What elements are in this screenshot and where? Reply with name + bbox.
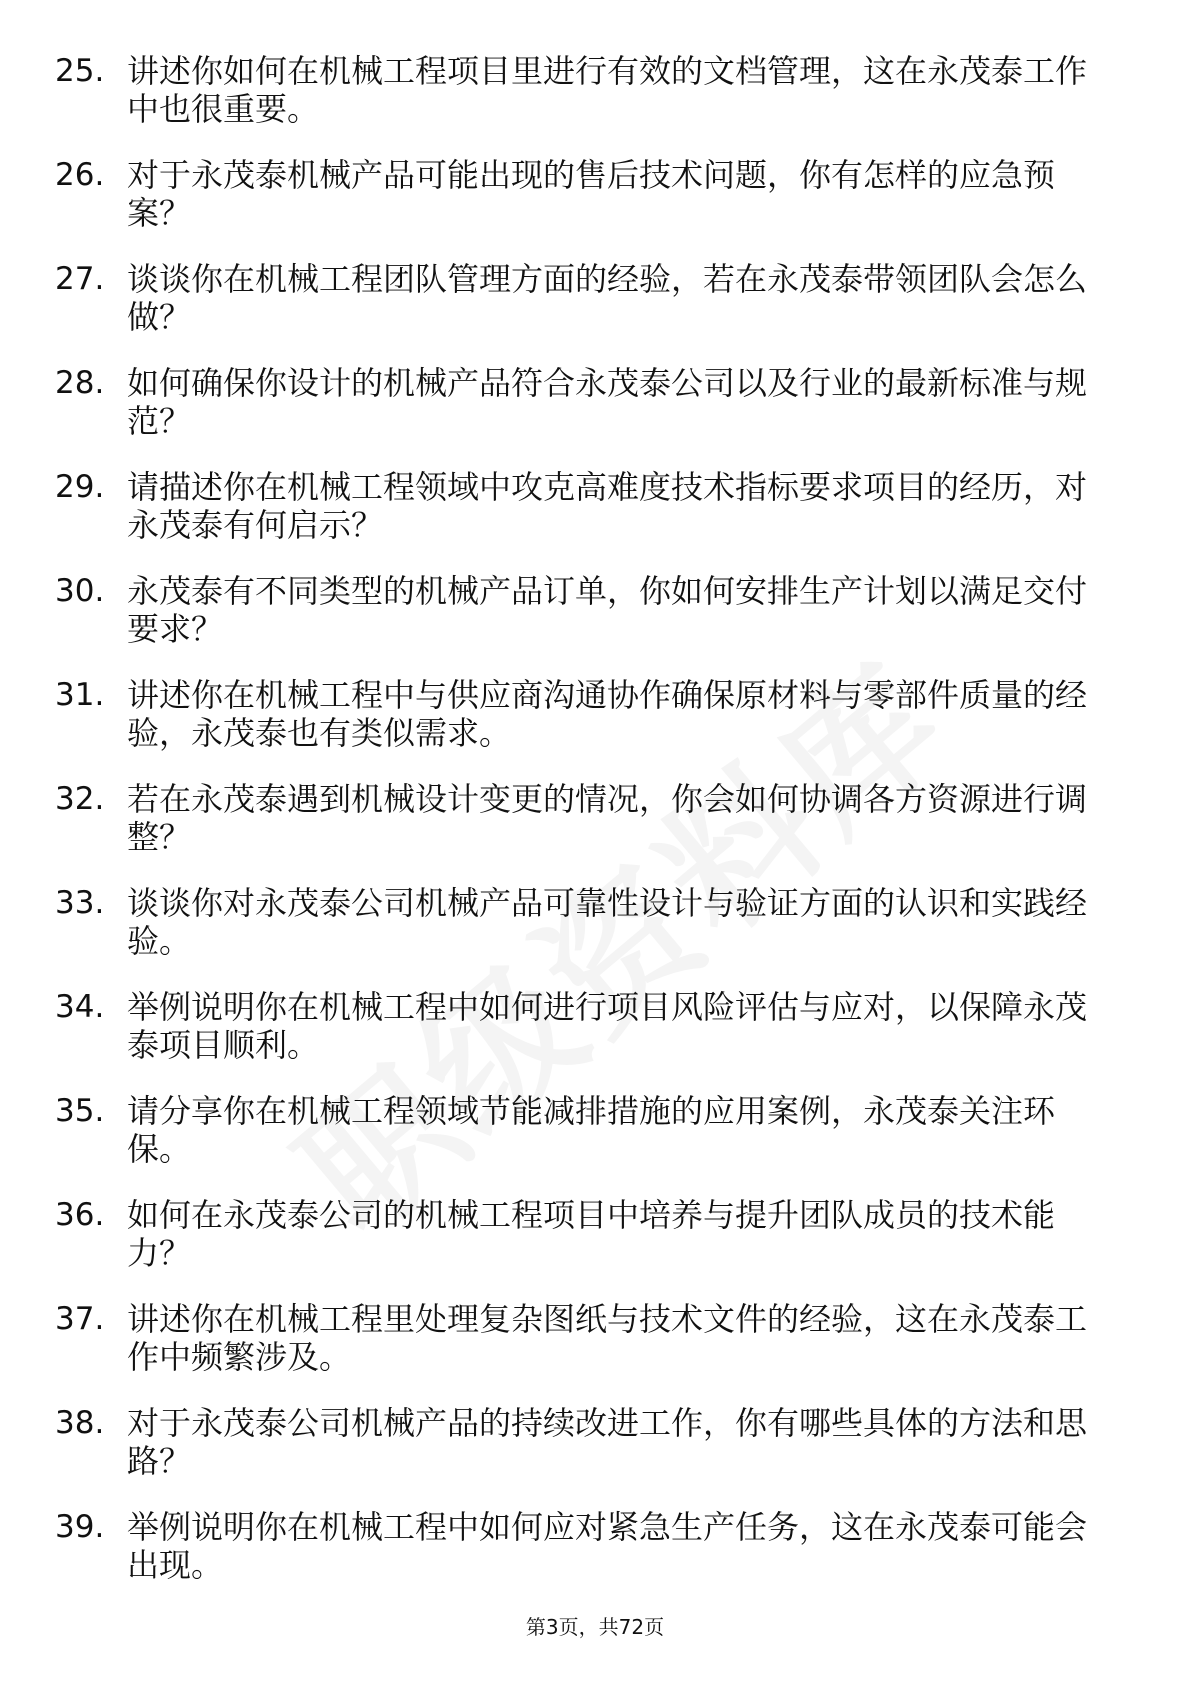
page-number-label: 第3页，共72页 (525, 1615, 665, 1639)
question-number: 34. (55, 989, 105, 1025)
question-number: 32. (55, 781, 105, 817)
question-number: 25. (55, 53, 105, 89)
question-text: 举例说明你在机械工程中如何应对紧急生产任务，这在永茂泰可能会出现。 (127, 1508, 1088, 1584)
question-item (0, 988, 1190, 1092)
question-item (0, 260, 1190, 364)
question-item (0, 156, 1190, 260)
question-number: 31. (55, 677, 105, 713)
question-text: 讲述你在机械工程里处理复杂图纸与技术文件的经验，这在永茂泰工作中频繁涉及。 (127, 1300, 1088, 1376)
question-number: 27. (55, 261, 105, 297)
question-item (0, 1092, 1190, 1196)
question-number: 26. (55, 157, 105, 193)
question-number: 38. (55, 1405, 105, 1441)
question-item (0, 676, 1190, 780)
page-footer (0, 1614, 1190, 1640)
question-number: 30. (55, 573, 105, 609)
question-text: 若在永茂泰遇到机械设计变更的情况，你会如何协调各方资源进行调整？ (127, 780, 1088, 856)
question-item (0, 364, 1190, 468)
question-text: 谈谈你在机械工程团队管理方面的经验，若在永茂泰带领团队会怎么做？ (127, 260, 1088, 336)
question-item (0, 780, 1190, 884)
question-number: 29. (55, 469, 105, 505)
question-number: 28. (55, 365, 105, 401)
question-list (0, 52, 1190, 1612)
question-text: 讲述你如何在机械工程项目里进行有效的文档管理，这在永茂泰工作中也很重要。 (127, 52, 1088, 128)
question-item (0, 1196, 1190, 1300)
question-item (0, 572, 1190, 676)
question-number: 39. (55, 1509, 105, 1545)
question-number: 33. (55, 885, 105, 921)
question-text: 请描述你在机械工程领域中攻克高难度技术指标要求项目的经历，对永茂泰有何启示？ (127, 468, 1088, 544)
question-text: 对于永茂泰机械产品可能出现的售后技术问题，你有怎样的应急预案？ (127, 156, 1056, 232)
question-number: 36. (55, 1197, 105, 1233)
question-text: 对于永茂泰公司机械产品的持续改进工作，你有哪些具体的方法和思路？ (127, 1404, 1088, 1480)
question-item (0, 468, 1190, 572)
question-text: 永茂泰有不同类型的机械产品订单，你如何安排生产计划以满足交付要求？ (127, 572, 1088, 648)
question-item (0, 52, 1190, 156)
question-text: 举例说明你在机械工程中如何进行项目风险评估与应对，以保障永茂泰项目顺利。 (127, 988, 1088, 1064)
question-number: 35. (55, 1093, 105, 1129)
question-number: 37. (55, 1301, 105, 1337)
question-text: 请分享你在机械工程领域节能减排措施的应用案例，永茂泰关注环保。 (127, 1092, 1056, 1168)
question-item (0, 1508, 1190, 1612)
question-item (0, 1300, 1190, 1404)
question-text: 如何在永茂泰公司的机械工程项目中培养与提升团队成员的技术能力？ (127, 1196, 1056, 1272)
question-text: 谈谈你对永茂泰公司机械产品可靠性设计与验证方面的认识和实践经验。 (127, 884, 1088, 960)
question-item (0, 1404, 1190, 1508)
question-text: 如何确保你设计的机械产品符合永茂泰公司以及行业的最新标准与规范？ (127, 364, 1088, 440)
question-text: 讲述你在机械工程中与供应商沟通协作确保原材料与零部件质量的经验，永茂泰也有类似需求。 (127, 676, 1088, 752)
question-item (0, 884, 1190, 988)
